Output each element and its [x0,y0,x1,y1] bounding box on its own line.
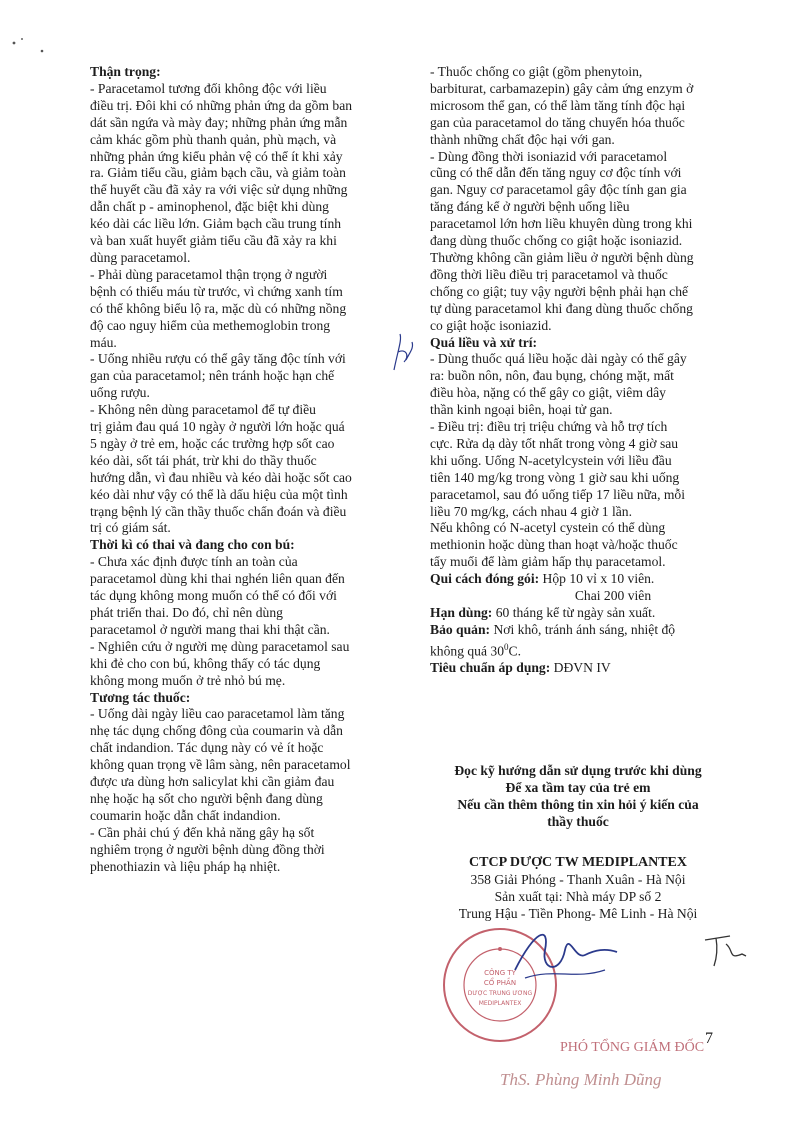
text-line: điều trị. Đôi khi có những phản ứng da gồm ban [90,97,353,113]
svg-text:CỔ PHẦN: CỔ PHẦN [483,979,517,987]
margin-initial-mark [388,330,418,379]
factory-line: Sản xuất tại: Nhà máy DP số 2 [494,889,662,904]
text-line: coumarin hoặc dẫn chất indandion. [90,807,281,823]
company-address: 358 Giải Phóng - Thanh Xuân - Hà Nội [470,872,686,887]
text-line: khi uống. Uống N-acetylcystein với liều đầu [430,452,672,468]
expiry-line: Hạn dùng: 60 tháng kể từ ngày sản xuất. [430,605,656,620]
text-line: microsom thể gan, có thể làm tăng tính độc hại [430,97,686,113]
text-line: thần kinh ngoại biên, hoại tử gan. [430,402,613,418]
signer-title: PHÓ TỔNG GIÁM ĐỐC [560,1040,705,1055]
text-line: dùng paracetamol. [90,249,191,265]
text-line: thể huyết cầu đã xảy ra với việc sử dụng những [90,182,348,198]
text-line: gan của paracetamol; nên tránh hoặc hạn chế [90,368,335,384]
text-line: kéo dài, sốt tái phát, trừ khi do thầy thuốc [90,452,317,468]
text-line: tác dụng không mong muốn có thể có đối với [90,588,337,604]
text-line: những phản ứng kiểu phản vệ có thể ít khi xảy [90,148,343,164]
text-line: được ưa dùng hơn salicylat khi cần giảm đau [90,774,335,790]
text-line: nghiêm trọng ở người bệnh dùng đồng thời [90,841,325,857]
text-line: paracetamol, sau đó uống tiếp 17 liều nữa, mỗi [430,486,686,502]
text-line: - Thuốc chống co giật (gồm phenytoin, [430,64,643,79]
packaging-bottle: Chai 200 viên [574,588,652,604]
text-line: tẩy muối để làm giảm hấp thụ paracetamol. [430,554,666,570]
text-line: đồng thời liều điều trị paracetamol và thuốc [430,266,668,282]
text-line: barbiturat, carbamazepin) gây cảm ứng enzym ở [430,80,694,96]
text-line: và ban xuất huyết giảm tiểu cầu đã xảy ra khi [90,233,337,249]
text-line: uống rượu. [90,385,150,401]
text-line: kéo dài các liều lớn. Giảm bạch cầu trung tính [90,216,342,232]
scan-marks [10,25,50,60]
text-line: trị giảm đau quá 10 ngày ở người lớn hoặc quá [90,419,345,435]
text-line: cảm khác gồm phù thanh quản, phù mạch, và [90,131,337,147]
text-line: dát sần ngứa và mày đay; những phản ứng mẫn [90,114,348,130]
text-line: 5 ngày ở trẻ em, hoặc các trường hợp sốt cao [90,435,335,451]
text-line: - Uống dài ngày liều cao paracetamol làm tăng [90,706,345,722]
right-column [430,64,726,677]
svg-text:MEDIPLANTEX: MEDIPLANTEX [478,1000,522,1007]
text-line: - Điều trị: điều trị triệu chứng và hỗ trợ tích [430,419,668,435]
tuong-tac-body [90,706,390,875]
warning-line: thầy thuốc [547,814,609,829]
text-line: - Nghiên cứu ở người mẹ dùng paracetamol sau [90,638,350,654]
section-heading-thai: Thời kì có thai và đang cho con bú: [90,537,295,553]
text-line: trị có giám sát. [90,520,171,536]
qua-lieu-body [430,351,726,571]
storage-line: Bảo quản: Nơi khô, tránh ánh sáng, nhiệt độ [430,621,676,637]
text-line: điều hòa, nặng có thể gây co giật, viêm dây [430,385,666,401]
text-line: dẫn chất p - aminophenol, đặc biệt khi dùng [90,199,329,215]
text-line: tăng đáng kể ở người bệnh uống liều [430,199,630,215]
text-line: methionin hoặc dùng than hoạt và/hoặc thuốc [430,537,678,553]
warning-block [430,762,726,830]
text-line: Thường không cần giảm liều ở người bệnh dùng [430,249,694,265]
warning-line: Nếu cần thêm thông tin xin hỏi ý kiến của [457,797,699,812]
text-line: - Cần phải chú ý đến khả năng gây hạ sốt [90,824,315,840]
text-line: - Dùng thuốc quá liều hoặc dài ngày có thể gây [430,351,687,367]
section-heading-tuong-tac: Tương tác thuốc: [90,689,191,705]
left-column [90,64,390,876]
text-line: cũng có thể dẫn đến tăng nguy cơ độc tính với [430,165,682,181]
text-line: co giật hoặc isoniazid. [430,317,552,333]
footer-block [430,762,726,922]
text-line: gan. Nguy cơ paracetamol gây độc tính gan gia [430,182,687,198]
text-line: ra. Giảm tiểu cầu, giảm bạch cầu, và giảm toàn [90,165,346,181]
text-line: phenothiazin và liệu pháp hạ nhiệt. [90,858,281,874]
section-heading-than-trong: Thận trọng: [90,64,161,79]
factory-address: Trung Hậu - Tiền Phong- Mê Linh - Hà Nội [458,906,698,921]
than-trong-body [90,81,390,537]
text-line: trạng bệnh lý cần thầy thuốc chẩn đoán và điều [90,503,347,519]
interaction-continued-body [430,64,726,335]
text-line: máu. [90,334,117,350]
text-line: gan của paracetamol do tăng chuyển hóa thuốc [430,114,685,130]
text-line: đang dùng thuốc chống co giật hoặc isoniazid. [430,233,683,249]
svg-text:DƯỢC TRUNG ƯƠNG: DƯỢC TRUNG ƯƠNG [467,990,533,997]
storage-temp-line: không quá $30^0C$. [430,641,521,659]
company-block [430,854,726,922]
text-line: tiên 140 mg/kg trong vòng 1 giờ sau khi uống [430,469,680,485]
text-line: hướng dẫn, vì đau nhiều và kéo dài hoặc sốt cao [90,469,352,485]
text-line: nhẹ hoặc hạ sốt cho người bệnh đang dùng [90,790,323,806]
text-line: không quan trọng về lâm sàng, nên paracetamol [90,757,351,773]
text-line: cực. Rửa dạ dày tốt nhất trong vòng 4 giờ sau [430,435,679,451]
thai-body [90,554,390,689]
text-line: phát triển thai. Do đó, chỉ nên dùng [90,605,283,620]
text-line: có thể không biểu lộ ra, mặc dù có những nồng [90,300,347,316]
director-signature [505,920,625,995]
section-heading-qua-lieu: Quá liều và xử trí: [430,334,538,350]
text-line: - Dùng đồng thời isoniazid với paracetamol [430,148,668,164]
text-line: paracetamol ở người mang thai khi thật cần. [90,621,330,637]
text-line: - Không nên dùng paracetamol để tự điều [90,402,316,418]
text-line: liều 70 mg/kg, cách nhau 4 giờ 1 lần. [430,503,632,519]
svg-text:CÔNG TY: CÔNG TY [484,969,516,977]
standard-line: Tiêu chuẩn áp dụng: DĐVN IV [430,660,611,676]
text-line: độ cao nguy hiểm của methemoglobin trong [90,317,331,333]
text-line: paracetamol lớn hơn liều khuyên dùng trong khi [430,216,693,232]
text-line: - Paracetamol tương đối không độc với liều [90,80,327,96]
warning-line: Để xa tầm tay của trẻ em [505,780,651,795]
text-line: thành những chất độc hại với gan. [430,131,615,147]
text-line: kéo dài như vậy có thể là dấu hiệu của một tình [90,486,348,502]
signer-name: ThS. Phùng Minh Dũng [500,1070,662,1089]
text-line: nhẹ tác dụng chống đông của coumarin và dẫn [90,723,343,739]
warning-line: Đọc kỹ hướng dẫn sử dụng trước khi dùng [454,763,702,778]
text-line: chống co giật; tuy vậy người bệnh phải hạn chế [430,283,689,299]
text-line: Nếu không có N-acetyl cystein có thể dùng [430,520,666,536]
text-line: - Chưa xác định được tính an toàn của [90,554,298,570]
text-line: không mong muốn ở trẻ nhỏ bú mẹ. [90,672,286,688]
text-line: - Uống nhiều rượu có thể gây tăng độc tính với [90,351,346,367]
text-line: chất indandion. Tác dụng này có vẻ ít hoặc [90,740,324,756]
text-line: tự dùng paracetamol khi đang dùng thuốc chống [430,300,693,316]
text-line: bệnh có thiếu máu từ trước, vì chứng xanh tím [90,283,343,299]
text-line: khi đẻ cho con bú, không thấy có tác dụng [90,655,321,671]
page-number: 7 [705,1030,713,1047]
packaging-line: Qui cách đóng gói: Hộp 10 vỉ x 10 viên. [430,571,655,587]
initial-signature [700,930,750,975]
text-line: - Phải dùng paracetamol thận trọng ở người [90,266,328,282]
text-line: paracetamol dùng khi thai nghén liên quan đến [90,571,345,587]
text-line: ra: buồn nôn, nôn, đau bụng, chóng mặt, mất [430,368,674,384]
company-name: CTCP DƯỢC TW MEDIPLANTEX [469,855,687,870]
